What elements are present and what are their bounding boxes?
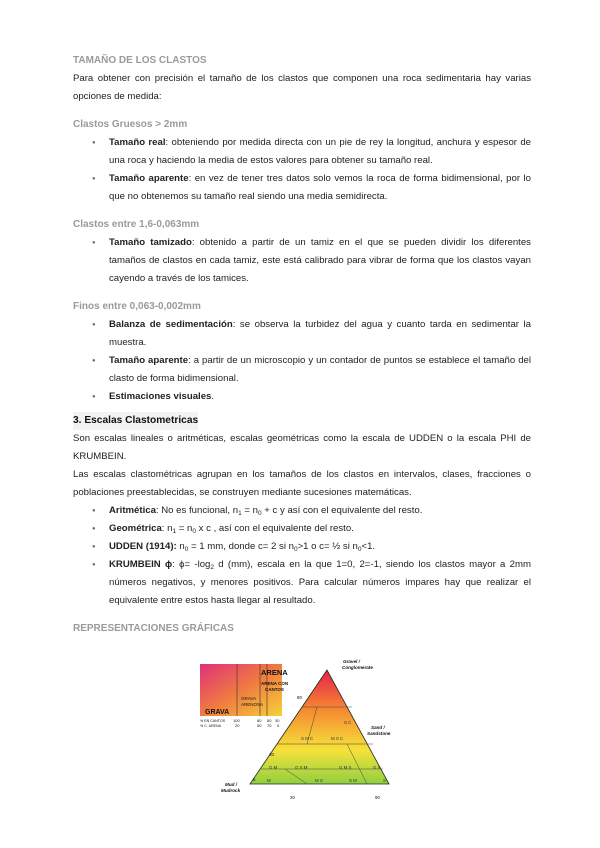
list-gruesos [73, 134, 531, 206]
list-item: ● Tamaño aparente: en vez de tener tres datos solo vemos la roca de forma bidimensional, por lo que no obtenemos su tamaño real siendo una media semidirecta. [109, 170, 531, 206]
label-smc: S M C [301, 736, 314, 741]
heading-finos: Finos entre 0,063-0,002mm [73, 301, 201, 312]
document-page [73, 52, 531, 638]
label-arena-con: ARENA CON [261, 681, 289, 686]
label-ms: M S [315, 778, 323, 783]
label-v80: 80 [297, 695, 302, 700]
label-grava: GRAVA [205, 709, 230, 716]
list-item-krumbein: ● KRUMBEIN ϕ: $\phi= -\log_2$ d (mm), escala en la que 1=0, 2=-1, siendo los clastos mayor a 2mm números negativos, y menores positivos. Para calcular números impares hay que realizar el equivalente entre estos hasta llegar al resultado. [109, 556, 531, 610]
label-sand1: Sand / [371, 725, 385, 730]
label-sc: S C [344, 720, 352, 725]
label-row1: % EN CANTOS [200, 719, 226, 723]
list-finos [73, 316, 531, 406]
classification-figure [197, 654, 407, 802]
heading-medios: Clastos entre 1,6-0,063mm [73, 219, 200, 230]
list-item: ● Tamaño tamizado: obtenido a partir de un tamiz en el que se pueden dividir los diferentes tamaños de clastos en cada tamiz, este está calibrado para vibrar de forma que los clastos vayan cayendo a través de los tamices. [109, 234, 531, 288]
label-sm: S M [349, 778, 357, 783]
label-grava-are1: GRAVA [241, 696, 257, 701]
label-v30: 30 [269, 752, 274, 757]
list-item: ● Tamaño real: obteniendo por medida directa con un pie de rey la longitud, anchura y espesor de una roca y haciendo la media de estos valores para obtener su tamaño real. [109, 134, 531, 170]
label-grava-are2: ARENOSA [241, 702, 264, 707]
list-item-udden: ● UDDEN (1914): $n_0 = 1$ mm, donde c= 2 si $n_0>1$ o c= ½ si $n_0<1$. [109, 538, 531, 556]
list-item: ● Estimaciones visuales. [109, 388, 531, 406]
list-item-aritmetica: ● Aritmética: No es funcional, $n_1 = n_0 + c$ y así con el equivalente del resto. [109, 502, 531, 520]
label-n0: 0 [277, 723, 280, 728]
label-arena: ARENA [261, 668, 288, 677]
label-mud1: Mud / [225, 782, 237, 787]
label-b90: 90 [375, 795, 380, 800]
label-b30: 30 [290, 795, 295, 800]
label-n80: 80 [257, 718, 262, 723]
label-gravel2: Conglomerate [342, 665, 373, 670]
heading-gruesos: Clastos Gruesos > 2mm [73, 119, 188, 130]
label-row2: % C. ARENA [200, 724, 221, 728]
escalas-paragraph-1: Son escalas lineales o aritméticas, escalas geométricas como la escala de UDDEN o la escala PHI de KRUMBEIN. [73, 433, 531, 462]
label-gm: G M [269, 765, 278, 770]
label-msc: M S C [331, 736, 344, 741]
section-title-tamano: TAMAÑO DE LOS CLASTOS [73, 55, 207, 66]
label-n20: 20 [235, 723, 240, 728]
label-gs: G S [373, 765, 381, 770]
list-medios [73, 234, 531, 288]
list-item: ● Balanza de sedimentación: se observa la turbidez del agua y cuanto tarda en sedimentar la muestra. [109, 316, 531, 352]
label-gravel1: Gravel / [343, 659, 360, 664]
label-n50b: 50 [257, 723, 262, 728]
label-s: S [383, 778, 386, 783]
heading-representaciones: REPRESENTACIONES GRÁFICAS [73, 623, 234, 634]
label-n50: 50 [267, 718, 272, 723]
label-m: M [267, 778, 271, 783]
escalas-paragraph-2: Las escalas clastométricas agrupan en los tamaños de los clastos en intervalos, clases, fracciones o poblaciones preestablecidas, se construyen mediante sucesiones matemáticas. [73, 469, 531, 498]
label-cantos: CANTOS [265, 687, 284, 692]
label-gsm: G S M [295, 765, 308, 770]
intro-paragraph: Para obtener con precisión el tamaño de los clastos que componen una roca sedimentaria hay varias opciones de medida: [73, 73, 531, 102]
heading-escalas: 3. Escalas Clastometricas [73, 412, 198, 430]
list-escalas [73, 502, 531, 610]
label-n70: 70 [267, 723, 272, 728]
list-item-geometrica: ● Geométrica: $n_1 = n_0$ x c , así con el equivalente del resto. [109, 520, 531, 538]
label-mud2: Mudrock [221, 788, 241, 793]
label-sand2: Sandstone [367, 731, 391, 736]
label-v5: 5 [253, 777, 256, 782]
label-n100: 100 [233, 718, 240, 723]
label-gms: G M S [339, 765, 352, 770]
label-n30: 30 [275, 718, 280, 723]
list-item: ● Tamaño aparente: a partir de un microscopio y un contador de puntos se establece el tamaño del clasto de forma bidimensional. [109, 352, 531, 388]
